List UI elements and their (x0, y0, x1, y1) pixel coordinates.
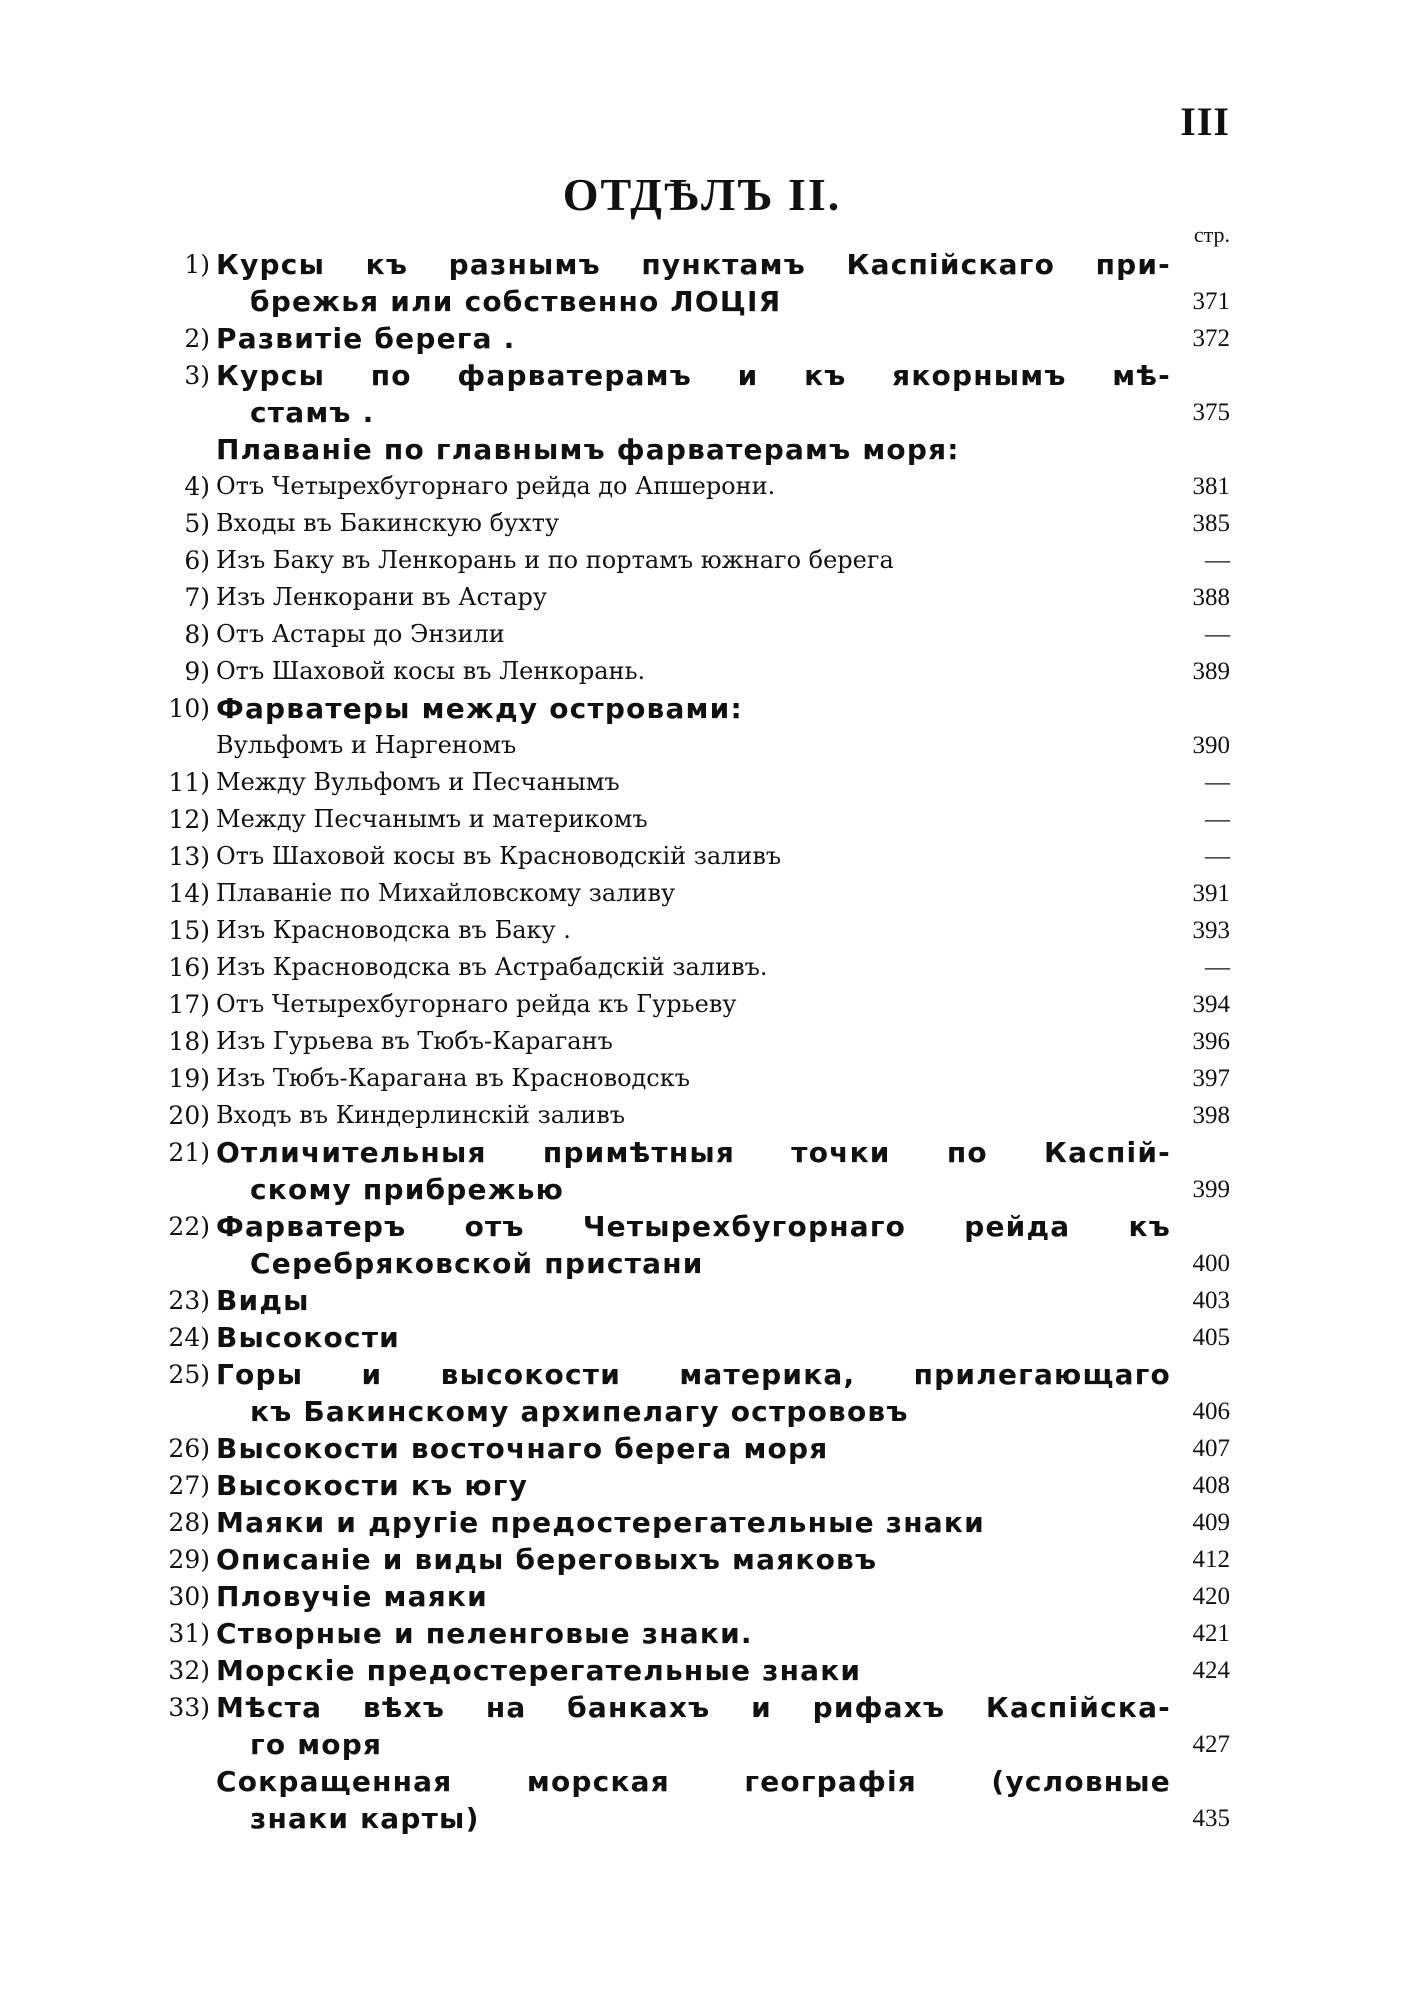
entry-title: Пловучіе маяки (216, 1580, 488, 1613)
entry-title: Высокости къ югу (216, 1469, 529, 1502)
entry-number: 11) (168, 768, 210, 797)
entry-number: 28) (168, 1508, 210, 1537)
entry-page: 381 (1192, 473, 1230, 500)
entry-page: 372 (1192, 325, 1230, 352)
entry-number: 29) (168, 1545, 210, 1574)
entry-page: 409 (1192, 1509, 1230, 1536)
entry-number: 7) (184, 583, 210, 612)
entry-number: 16) (168, 953, 210, 982)
entry-number: 25) (168, 1360, 210, 1389)
toc-row (0, 875, 1404, 912)
entry-number: 15) (168, 916, 210, 945)
page-number: III (1180, 99, 1230, 144)
entry-page: 420 (1192, 1583, 1230, 1610)
entry-title: Серебряковской пристани (250, 1247, 704, 1280)
entry-title: Входы въ Бакинскую бухту (216, 509, 560, 537)
toc-row (0, 283, 1404, 320)
toc-row (0, 838, 1404, 875)
entry-title: Отъ Астары до Энзили (216, 620, 505, 648)
toc-row (0, 320, 1404, 357)
entry-number: 33) (168, 1693, 210, 1722)
entry-number: 19) (168, 1064, 210, 1093)
toc-row (0, 1393, 1404, 1430)
entry-number: 14) (168, 879, 210, 908)
entry-title: Отъ Четырехбугорнаго рейда къ Гурьеву (216, 990, 737, 1018)
entry-title: го моря (250, 1728, 383, 1761)
entry-page: 408 (1192, 1472, 1230, 1499)
entry-title: Курсы по фарватерамъ и къ якорнымъ мѣ- (216, 359, 1171, 392)
entry-title: Изъ Красноводска въ Баку . (216, 916, 571, 944)
entry-number: 17) (168, 990, 210, 1019)
entry-title: Между Песчанымъ и материкомъ (216, 805, 648, 833)
entry-page: 407 (1192, 1435, 1230, 1462)
entry-page: 389 (1192, 658, 1230, 685)
entry-title: Сокращенная морская географія (условные (216, 1765, 1171, 1798)
entry-page: 375 (1192, 399, 1230, 426)
toc-row (0, 1800, 1404, 1837)
entry-number: 23) (168, 1286, 210, 1315)
entry-title: Фарватеры между островами: (216, 692, 743, 725)
toc-row (0, 1726, 1404, 1763)
entry-page: — (1205, 547, 1230, 574)
toc-row (0, 1652, 1404, 1689)
toc-row (0, 1171, 1404, 1208)
entry-page: 394 (1192, 991, 1230, 1018)
entry-page: 391 (1192, 880, 1230, 907)
entry-page: 435 (1192, 1805, 1230, 1832)
entry-number: 12) (168, 805, 210, 834)
toc-row (0, 801, 1404, 838)
entry-title: Виды (216, 1284, 310, 1317)
toc-row (0, 246, 1404, 283)
toc-row (0, 616, 1404, 653)
entry-number: 31) (168, 1619, 210, 1648)
toc-row (0, 1430, 1404, 1467)
entry-page: 421 (1192, 1620, 1230, 1647)
entry-title: Высокости восточнаго берега моря (216, 1432, 829, 1465)
entry-number: 18) (168, 1027, 210, 1056)
toc-row (0, 1356, 1404, 1393)
toc-row (0, 1245, 1404, 1282)
entry-title: Отличительныя примѣтныя точки по Каспій- (216, 1136, 1171, 1169)
entry-page: 399 (1192, 1176, 1230, 1203)
entry-number: 10) (168, 694, 210, 723)
entry-number: 30) (168, 1582, 210, 1611)
toc-row (0, 1541, 1404, 1578)
entry-page: 388 (1192, 584, 1230, 611)
toc-row (0, 764, 1404, 801)
entry-title: Отъ Шаховой косы въ Красноводскій заливъ (216, 842, 782, 870)
entry-title: Отъ Четырехбугорнаго рейда до Апшерони. (216, 472, 776, 500)
entry-page: 390 (1192, 732, 1230, 759)
toc-row (0, 1319, 1404, 1356)
entry-title: Морскіе предостерегательные знаки (216, 1654, 862, 1687)
entry-title: Курсы къ разнымъ пунктамъ Каспійскаго при- (216, 248, 1171, 281)
entry-number: 2) (184, 324, 210, 353)
entry-page: 371 (1192, 288, 1230, 315)
toc-row (0, 1578, 1404, 1615)
entry-title: къ Бакинскому архипелагу острововъ (250, 1395, 909, 1428)
entry-page: 405 (1192, 1324, 1230, 1351)
toc-row (0, 468, 1404, 505)
entry-page: — (1205, 621, 1230, 648)
entry-title: Мѣста вѣхъ на банкахъ и рифахъ Каспійска- (216, 1691, 1171, 1724)
entry-title: Описаніе и виды береговыхъ маяковъ (216, 1543, 878, 1576)
entry-title: Вульфомъ и Наргеномъ (216, 731, 517, 759)
entry-number: 21) (168, 1138, 210, 1167)
toc-row (0, 1208, 1404, 1245)
entry-number: 9) (184, 657, 210, 686)
entry-number: 27) (168, 1471, 210, 1500)
entry-title: Изъ Гурьева въ Тюбъ-Караганъ (216, 1027, 613, 1055)
toc-row (0, 653, 1404, 690)
entry-page: 396 (1192, 1028, 1230, 1055)
entry-title: Изъ Тюбъ-Карагана въ Красноводскъ (216, 1064, 691, 1092)
toc-row (0, 505, 1404, 542)
entry-title: знаки карты) (250, 1802, 480, 1835)
toc-row (0, 1763, 1404, 1800)
entry-title: Изъ Красноводска въ Астрабадскій заливъ. (216, 953, 768, 981)
entry-title: Высокости (216, 1321, 400, 1354)
entry-number: 6) (184, 546, 210, 575)
entry-page: 403 (1192, 1287, 1230, 1314)
entry-number: 4) (184, 472, 210, 501)
toc-row (0, 1134, 1404, 1171)
entry-title: Маяки и другіе предостерегательные знаки (216, 1506, 985, 1539)
toc-row (0, 986, 1404, 1023)
toc-row (0, 431, 1404, 468)
entry-page: — (1205, 806, 1230, 833)
toc-row (0, 542, 1404, 579)
entry-title: Изъ Баку въ Ленкорань и по портамъ южнаго берега (216, 546, 894, 574)
toc-row (0, 394, 1404, 431)
entry-page: 427 (1192, 1731, 1230, 1758)
entry-title: Створные и пеленговые знаки. (216, 1617, 753, 1650)
entry-number: 3) (184, 361, 210, 390)
entry-number: 32) (168, 1656, 210, 1685)
entry-page: — (1205, 954, 1230, 981)
toc-row (0, 357, 1404, 394)
entry-title: Плаваніе по Михайловскому заливу (216, 879, 676, 907)
entry-number: 24) (168, 1323, 210, 1352)
toc-row (0, 1097, 1404, 1134)
entry-number: 26) (168, 1434, 210, 1463)
entry-number: 22) (168, 1212, 210, 1241)
entry-number: 1) (184, 250, 210, 279)
entry-title: Отъ Шаховой косы въ Ленкорань. (216, 657, 646, 685)
toc-row (0, 1282, 1404, 1319)
entry-title: брежья или собственно ЛОЦІЯ (250, 285, 782, 318)
toc-row (0, 949, 1404, 986)
entry-page: — (1205, 843, 1230, 870)
entry-title: Плаваніе по главнымъ фарватерамъ моря: (216, 433, 960, 466)
entry-title: Развитіе берега . (216, 322, 516, 355)
toc-row (0, 727, 1404, 764)
entry-title: скому прибрежью (250, 1173, 565, 1206)
toc-row (0, 1504, 1404, 1541)
entry-page: 412 (1192, 1546, 1230, 1573)
toc-row (0, 1615, 1404, 1652)
entry-title: Между Вульфомъ и Песчанымъ (216, 768, 620, 796)
entry-page: 424 (1192, 1657, 1230, 1684)
entry-title: Входъ въ Киндерлинскій заливъ (216, 1101, 626, 1129)
entry-number: 5) (184, 509, 210, 538)
entry-page: 400 (1192, 1250, 1230, 1277)
entry-page: 397 (1192, 1065, 1230, 1092)
entry-page: 398 (1192, 1102, 1230, 1129)
entry-title: Горы и высокости материка, прилегающаго (216, 1358, 1171, 1391)
entry-number: 8) (184, 620, 210, 649)
toc-row (0, 579, 1404, 616)
toc-row (0, 1689, 1404, 1726)
entry-page: 393 (1192, 917, 1230, 944)
entry-title: Фарватеръ отъ Четырехбугорнаго рейда къ (216, 1210, 1171, 1243)
table-of-contents (0, 246, 1404, 1837)
toc-row (0, 912, 1404, 949)
entry-page: 406 (1192, 1398, 1230, 1425)
toc-row (0, 1060, 1404, 1097)
entry-page: 385 (1192, 510, 1230, 537)
entry-number: 20) (168, 1101, 210, 1130)
entry-title: Изъ Ленкорани въ Астару (216, 583, 547, 611)
toc-row (0, 690, 1404, 727)
entry-title: стамъ . (250, 396, 375, 429)
toc-row (0, 1023, 1404, 1060)
toc-row (0, 1467, 1404, 1504)
section-title: ОТДѢЛЪ II. (562, 169, 842, 220)
page-column-label: стр. (1193, 222, 1230, 247)
entry-page: — (1205, 769, 1230, 796)
entry-number: 13) (168, 842, 210, 871)
